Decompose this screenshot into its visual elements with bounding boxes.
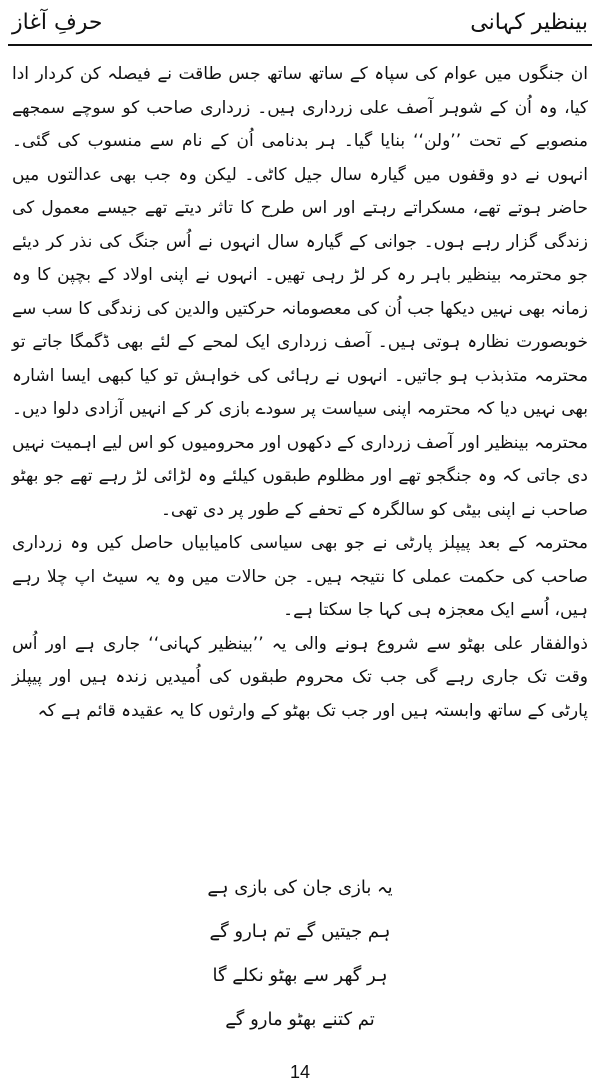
verse-line: ہم جیتیں گے تم ہارو گے	[209, 921, 391, 942]
header-divider	[8, 44, 592, 46]
verse-line: ہر گھر سے بھٹو نکلے گا	[212, 965, 388, 986]
paragraph: ذوالفقار علی بھٹو سے شروع ہونے والی یہ ’’بینظیر کہانی‘‘ جاری ہے اور اُس وقت تک جاری رہے گی جب تک محروم طبقوں کی اُمیدیں زندہ ہیں اور پیپلز پارٹی کے ساتھ وابستہ ہیں اور جب تک بھٹو کے وارثوں کا یہ عقیدہ قائم ہے کہ	[12, 633, 588, 721]
book-title: بینظیر کہانی	[470, 10, 588, 35]
paragraph: محترمہ کے بعد پیپلز پارٹی نے جو بھی سیاسی کامیابیاں حاصل کیں وہ زرداری صاحب کی حکمت عملی کا نتیجہ ہیں۔ جن حالات میں وہ یہ سیٹ اپ چلا رہے ہیں، اُسے ایک معجزہ ہی کہا جا سکتا ہے۔	[12, 533, 588, 620]
paragraph: ان جنگوں میں عوام کی سپاہ کے ساتھ ساتھ جس طاقت نے فیصلہ کن کردار ادا کیا، وہ اُن کے شوہر آصف علی زرداری ہیں۔ زرداری صاحب کو سوچے سمجھے منصوبے کے تحت ’’ولن‘‘ بنایا گیا۔ ہر بدنامی اُن کے نام سے منسوب کی گئی۔ انہوں نے دو وقفوں میں گیارہ سال جیل کاٹی۔ لیکن وہ جب بھی عدالتوں میں حاضر ہوتے تھے، مسکراتے رہتے اور اس طرح کا تاثر دیتے تھے جیسے معمول کی زندگی گزار رہے ہوں۔ جوانی کے گیارہ سال انہوں نے اُس جنگ کی نذر کر دیئے جو محترمہ بینظیر باہر رہ کر لڑ رہی تھیں۔ انہوں نے اپنی اولاد کے بچپن کا وہ زمانہ بھی نہیں دیکھا جب اُن کی معصومانہ حرکتیں والدین کی زندگی کا سب سے خوبصورت نظارہ ہوتی ہیں۔ آصف زرداری ایک لمحے کے لئے بھی ڈگمگا جاتے تو محترمہ متذبذب ہو جاتیں۔ انہوں نے رہائی کی خواہش تو کیا کبھی ایسا اشارہ بھی نہیں دیا کہ محترمہ اپنی سیاست پر سودے بازی کر کے انہیں آزادی دلوا دیں۔ محترمہ بینظیر اور آصف زرداری کے دکھوں اور محرومیوں کو اس لیے اہمیت نہیں دی جاتی کہ وہ جنگجو تھے اور مظلوم طبقوں کیلئے وہ لڑائی لڑ رہے تھے جو بھٹو صاحب نے اپنی بیٹی کو سالگرہ کے تحفے کے طور پر دی تھی۔	[12, 64, 588, 520]
verse-block	[0, 866, 600, 1042]
verse-line: یہ بازی جان کی بازی ہے	[207, 877, 393, 898]
body-text	[12, 58, 588, 728]
running-header	[8, 2, 592, 46]
page-number: 14	[289, 1062, 311, 1082]
verse-line: تم کتنے بھٹو مارو گے	[225, 1009, 375, 1030]
chapter-title: حرفِ آغاز	[12, 10, 103, 35]
